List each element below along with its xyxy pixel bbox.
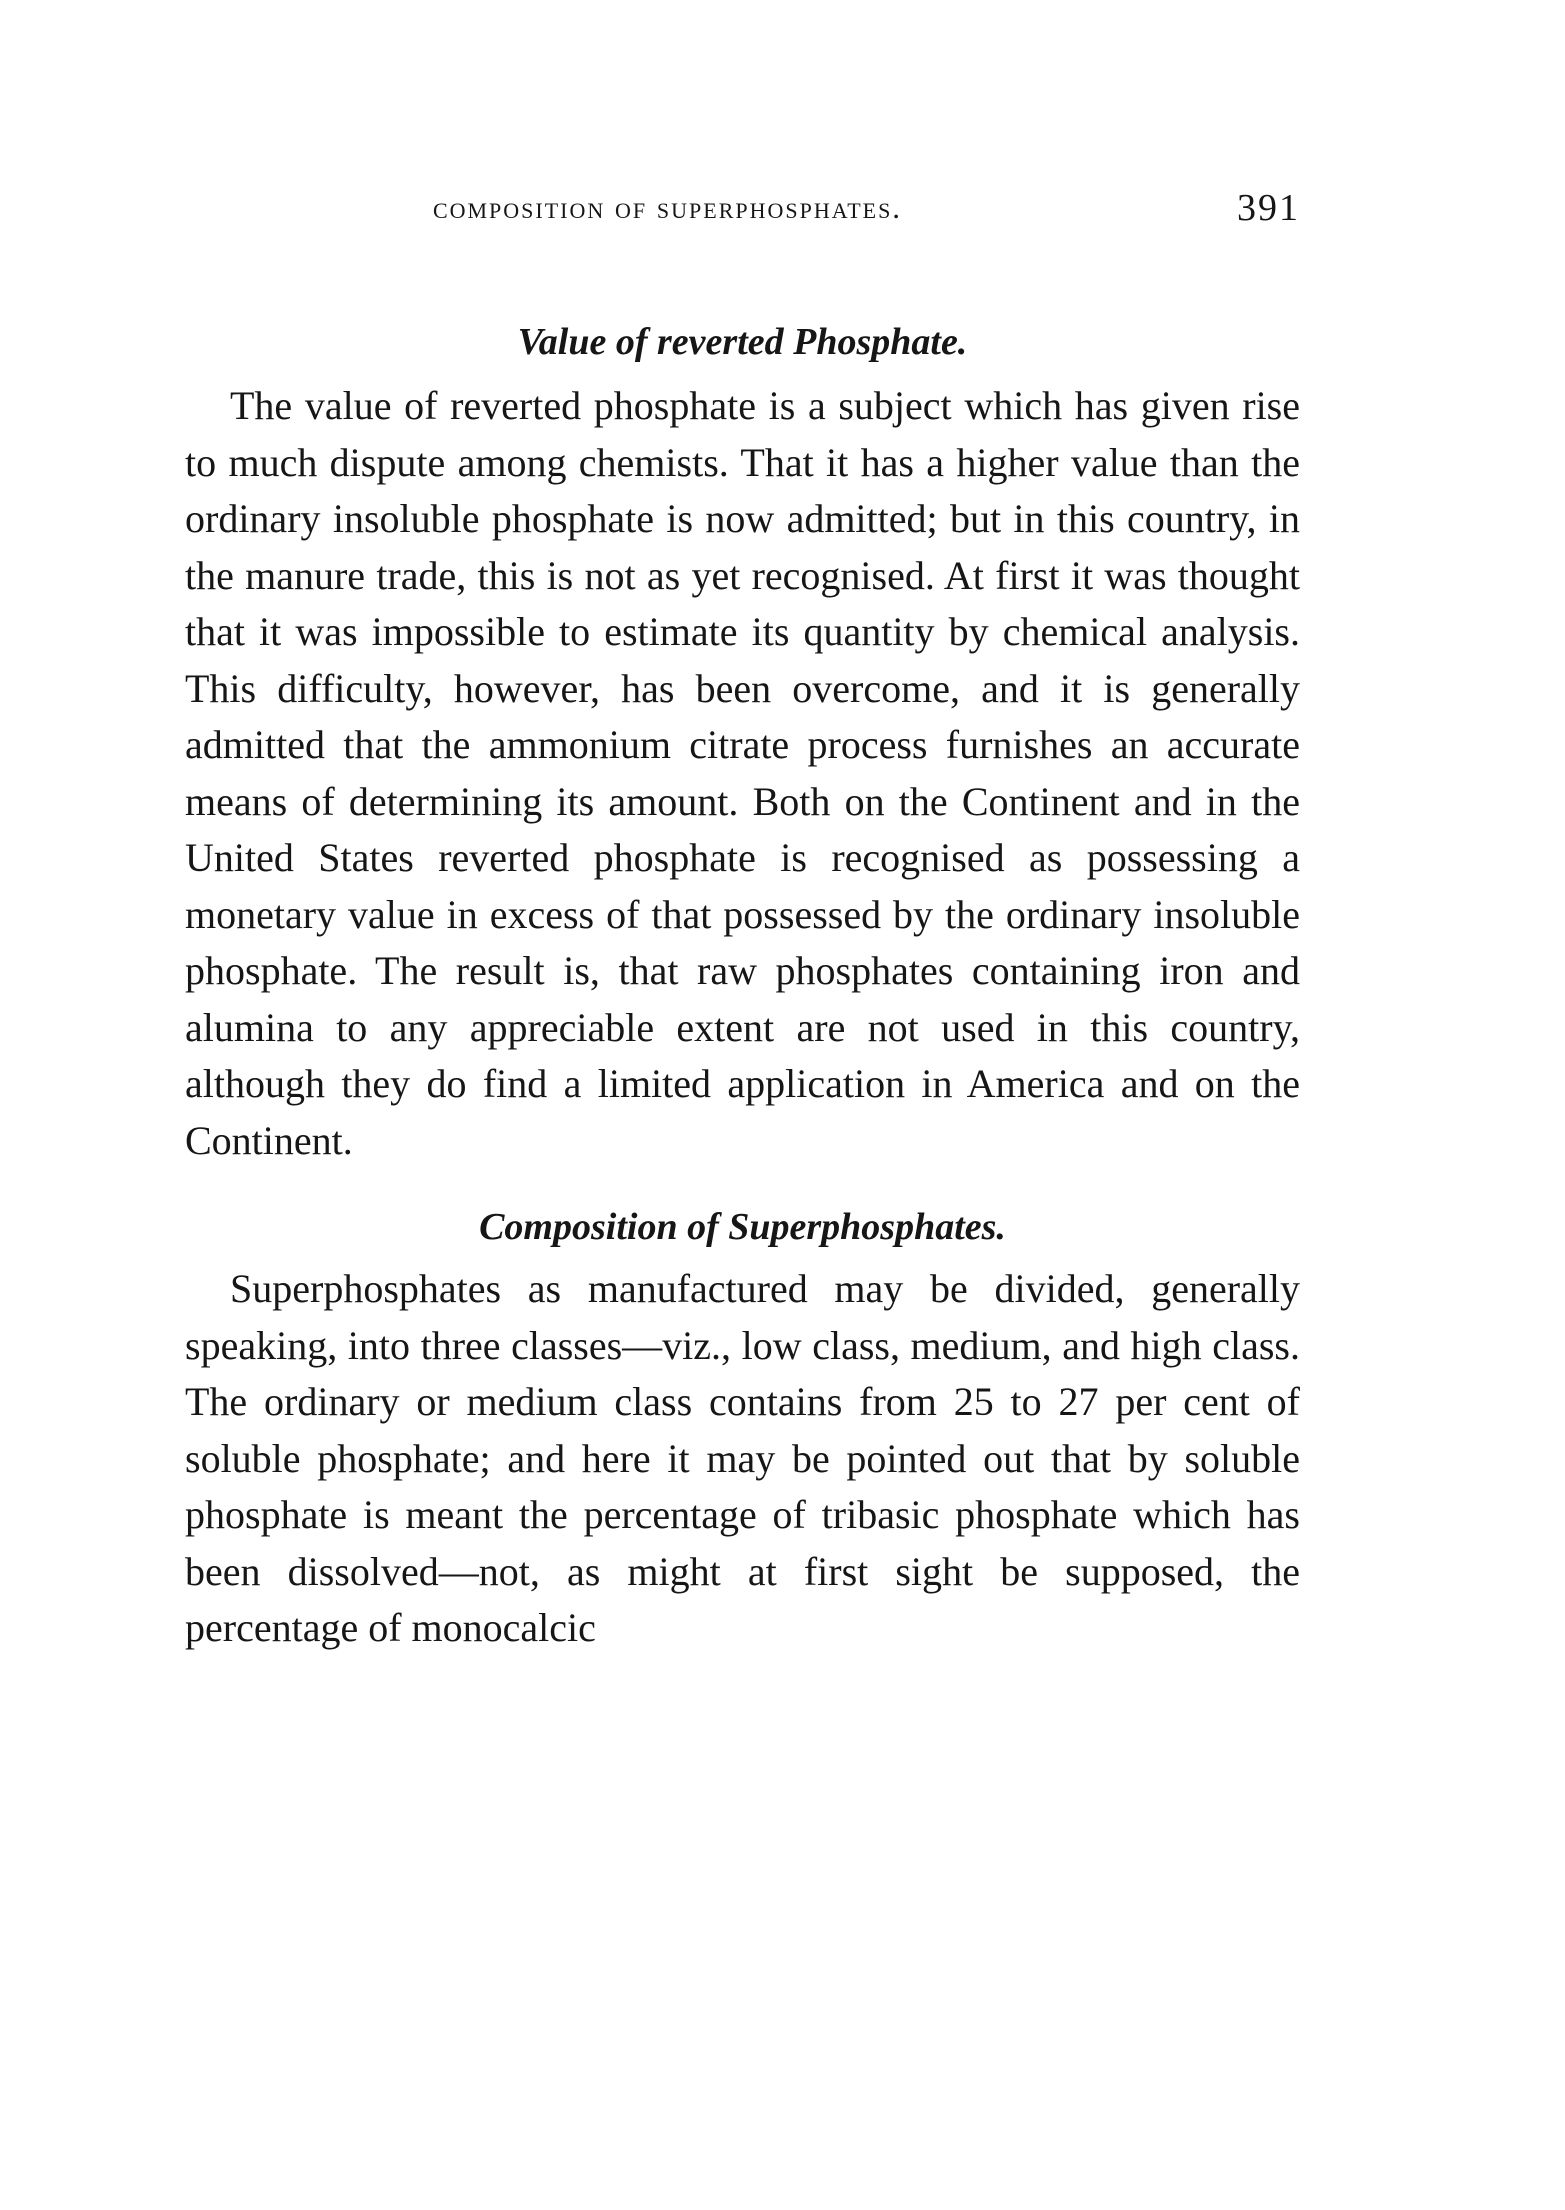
running-title: composition of superphosphates. <box>432 190 903 225</box>
paragraph-reverted-phosphate: The value of reverted phosphate is a subject which has given rise to much dispute among chemists. That it has a higher value than the ordinary insoluble phosphate is now admitted; but in this country, in the manure trade, this is not as yet recognised. At first it was thought that it was impossible to estimate its quantity by chemical analysis. This difficulty, however, has been overcome, and it is generally admitted that the ammonium citrate process furnishes an accurate means of determining its amount. Both on the Continent and in the United States reverted phosphate is recognised as possessing a monetary value in excess of that possessed by the ordinary insoluble phosphate. The result is, that raw phosphates containing iron and alumina to any appreciable extent are not used in this country, although they do find a limited application in America and on the Continent. <box>185 383 1300 1163</box>
page-number: 391 <box>1237 187 1300 229</box>
book-page <box>185 187 1300 1657</box>
running-head <box>185 187 1300 240</box>
paragraph-composition: Superphosphates as manufactured may be divided, generally speaking, into three classes—viz., low class, medium, and high class. The ordinary or medium class contains from 25 to 27 per cent of soluble phosphate; and here it may be pointed out that by soluble phosphate is meant the percentage of tribasic phosphate which has been dissolved—not, as might at first sight be supposed, the percentage of monocalcic <box>185 1266 1300 1650</box>
section-heading-reverted-phosphate: Value of reverted Phosphate. <box>517 321 968 363</box>
section-heading-composition: Composition of Superphosphates. <box>479 1206 1006 1248</box>
